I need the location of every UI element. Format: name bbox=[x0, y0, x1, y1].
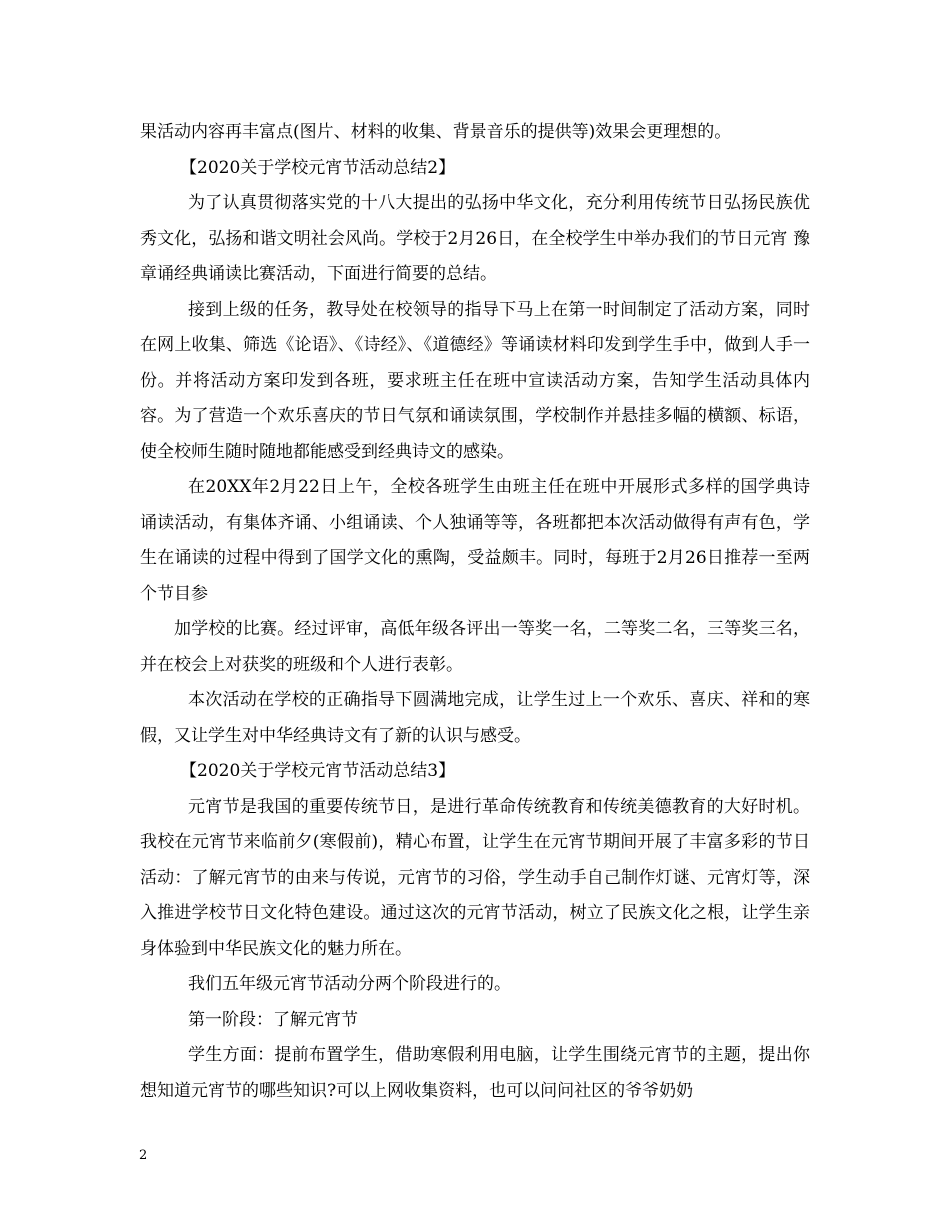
section-heading-3: 【2020关于学校元宵节活动总结3】 bbox=[180, 761, 456, 781]
paragraph-7: 元宵节是我国的重要传统节日，是进行革命传统教育和传统美德教育的大好时机。我校在元宵节来临前夕(寒假前)，精心布置，让学生在元宵节期间开展了丰富多彩的节日活动：了解元宵节的由来与传说，元宵节的习俗，学生动手自己制作灯谜、元宵灯等，深入推进学校节日文化特色建设。通过这次的元宵节活动，树立了民族文化之根，让学生亲身体验到中华民族文化的魅力所在。 bbox=[140, 796, 810, 959]
paragraph-5: 加学校的比赛。经过评审，高低年级各评出一等奖一名，二等奖二名，三等奖三名，并在校会上对获奖的班级和个人进行表彰。 bbox=[140, 619, 810, 675]
paragraph-9: 第一阶段：了解元宵节 bbox=[188, 1009, 358, 1030]
page-number: 2 bbox=[139, 1148, 148, 1163]
section-heading-2: 【2020关于学校元宵节活动总结2】 bbox=[180, 157, 456, 178]
paragraph-10: 学生方面：提前布置学生，借助寒假利用电脑，让学生围绕元宵节的主题，提出你想知道元宵节的哪些知识?可以上网收集资料，也可以问问社区的爷爷奶奶 bbox=[140, 1045, 810, 1101]
paragraph-1: 果活动内容再丰富点(图片、材料的收集、背景音乐的提供等)效果会更理想的。 bbox=[140, 122, 732, 142]
paragraph-8: 我们五年级元宵节活动分两个阶段进行的。 bbox=[188, 974, 511, 994]
paragraph-3: 接到上级的任务，教导处在校领导的指导下马上在第一时间制定了活动方案，同时在网上收集、筛选《论语》、《诗经》、《道德经》等诵读材料印发到学生手中，做到人手一份。并将活动方案印发到各班，要求班主任在班中宣读活动方案，告知学生活动具体内容。为了营造一个欢乐喜庆的节日气氛和诵读氛围，学校制作并悬挂多幅的横额、标语，使全校师生随时随地都能感受到经典诗文的感染。 bbox=[140, 299, 810, 462]
paragraph-2: 为了认真贯彻落实党的十八大提出的弘扬中华文化，充分利用传统节日弘扬民族优秀文化，弘扬和谐文明社会风尚。学校于2月26日，在全校学生中举办我们的节日元宵 豫章诵经典诵读比赛活动，下面进行简要的总结。 bbox=[140, 193, 810, 284]
document-body bbox=[140, 115, 810, 1109]
paragraph-6: 本次活动在学校的正确指导下圆满地完成，让学生过上一个欢乐、喜庆、祥和的寒假，又让学生对中华经典诗文有了新的认识与感受。 bbox=[140, 690, 810, 746]
paragraph-4: 在20XX年2月22日上午，全校各班学生由班主任在班中开展形式多样的国学典诗诵读活动，有集体齐诵、小组诵读、个人独诵等等，各班都把本次活动做得有声有色，学生在诵读的过程中得到了国学文化的熏陶，受益颇丰。同时，每班于2月26日推荐一至两个节目参 bbox=[140, 477, 810, 604]
